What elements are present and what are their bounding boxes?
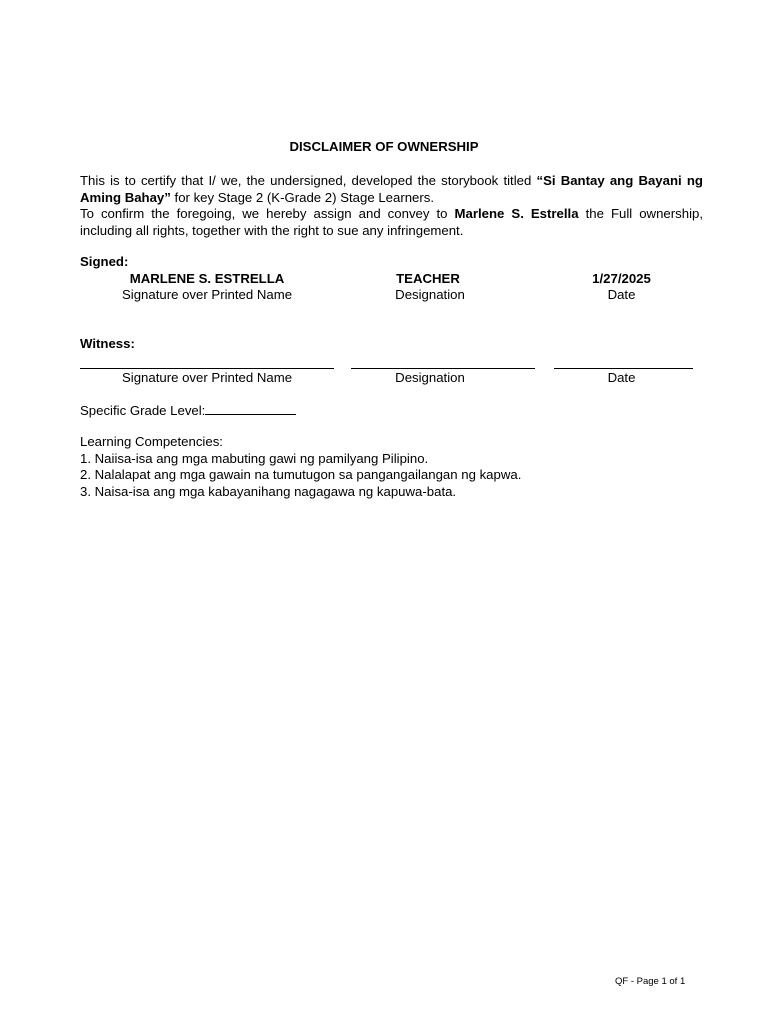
signed-date-caption: Date bbox=[607, 287, 636, 302]
witness-signature-line bbox=[80, 368, 334, 369]
document-title: DISCLAIMER OF OWNERSHIP bbox=[289, 139, 479, 154]
signer-name-caption: Signature over Printed Name bbox=[121, 287, 293, 302]
owner-name: Marlene S. Estrella bbox=[454, 206, 579, 221]
grade-level-field bbox=[80, 401, 296, 420]
confirm-paragraph bbox=[80, 206, 703, 239]
certify-suffix: for key Stage 2 (K-Grade 2) Stage Learners. bbox=[170, 189, 435, 205]
witness-name-caption: Signature over Printed Name bbox=[121, 370, 293, 385]
competencies-heading: Learning Competencies: bbox=[80, 434, 223, 449]
competency-item: 1. Naiisa-isa ang mga mabuting gawi ng pamilyang Pilipino. bbox=[80, 450, 429, 466]
confirm-suffix: the Full ownership, including all rights, together with the right to sue any infringement. bbox=[80, 206, 703, 238]
signed-date: 1/27/2025 bbox=[592, 271, 651, 286]
book-title: “Si Bantay ang Bayani ng Aming Bahay” bbox=[80, 173, 703, 205]
witness-designation-line bbox=[351, 368, 535, 369]
grade-level-label: Specific Grade Level: bbox=[80, 403, 206, 418]
certify-prefix: This is to certify that I/ we, the undersigned, developed the storybook titled bbox=[80, 173, 537, 188]
signer-name: MARLENE S. ESTRELLA bbox=[129, 271, 285, 286]
competency-item: 3. Naisa-isa ang mga kabayanihang nagagawa ng kapuwa-bata. bbox=[80, 483, 457, 499]
witness-date-caption: Date bbox=[607, 370, 636, 385]
witness-date-line bbox=[554, 368, 693, 369]
signer-designation-caption: Designation bbox=[395, 287, 465, 302]
witness-designation-caption: Designation bbox=[395, 370, 465, 385]
certify-paragraph bbox=[80, 173, 703, 206]
signed-label: Signed: bbox=[80, 254, 129, 269]
confirm-prefix: To confirm the foregoing, we hereby assign and convey to bbox=[80, 206, 455, 221]
witness-label: Witness: bbox=[80, 336, 135, 351]
learning-competencies bbox=[80, 434, 521, 500]
competency-item: 2. Nalalapat ang mga gawain na tumutugon sa pangangailangan ng kapwa. bbox=[80, 467, 522, 482]
signer-designation: TEACHER bbox=[396, 271, 460, 286]
body-paragraphs bbox=[80, 173, 703, 239]
grade-level-blank bbox=[205, 401, 296, 415]
page-footer: QF - Page 1 of 1 bbox=[615, 976, 686, 987]
